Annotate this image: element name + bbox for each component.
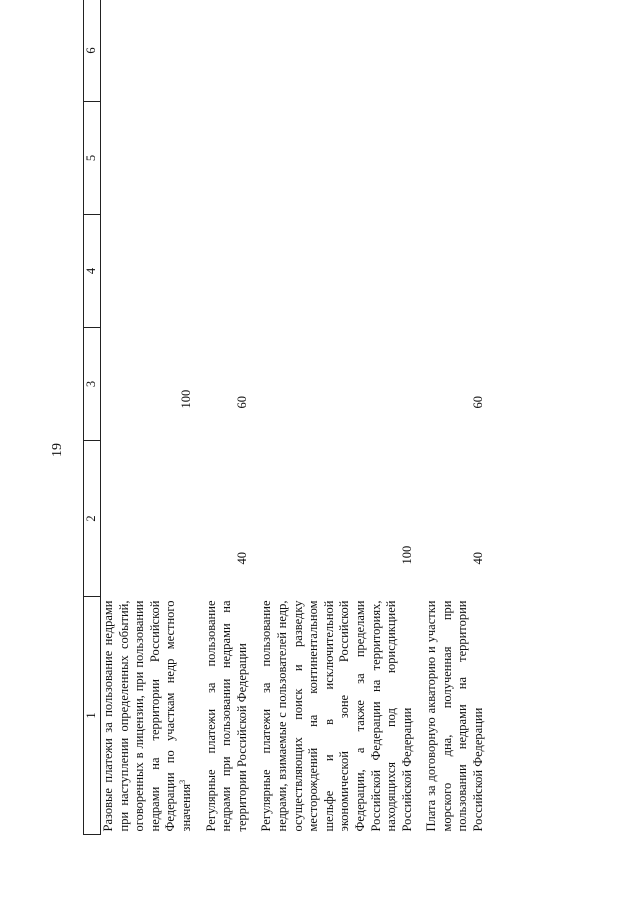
row-value-col3: 60 [234,396,249,409]
row-value-col2 [101,441,195,597]
footnote-marker: 3 [177,779,187,784]
row-value-col3 [259,328,415,441]
row-value-col2: 100 [399,545,414,565]
row-value-col3: 100 [178,389,193,409]
page-number: 19 [50,443,65,457]
row-description: Разовые платежи за пользование недрами при наступлении определенных событий, оговоренных в лицензии, при пользовании недрами на территории Российской Федерации по участкам недр местного значения$^3$ [101,600,193,832]
row-value-col3: 60 [471,396,486,409]
table-row [424,0,486,835]
column-header-4: 4 [84,215,101,328]
column-header-5: 5 [84,102,101,215]
row-value-col2: 40 [234,552,249,565]
table-row [101,0,195,835]
table-row [259,0,415,835]
column-header-3: 3 [84,328,101,441]
column-header-1: 1 [84,597,101,835]
column-header-6: 6 [84,0,101,102]
table-row [204,0,251,835]
row-description: Регулярные платежи за пользование недрами, взимаемые с пользователей недр, осуществляющих поиск и разведку месторождений на континентальном шельфе и в исключительной экономической зоне Российской Федерации, а также за пределами Российской Федерации на территориях, находящихся под юрисдикцией Российской Федерации [259,600,414,832]
row-description: Регулярные платежи за пользование недрами при пользовании недрами на территории Российской Федерации [203,600,249,832]
row-value-col2: 40 [471,552,486,565]
row-description: Плата за договорную акваторию и участки морского дна, полученная при пользовании недрами на территории Российской Федерации [424,600,486,832]
column-header-2: 2 [84,441,101,597]
column-number-row [84,0,101,835]
budget-distribution-table [83,0,487,835]
